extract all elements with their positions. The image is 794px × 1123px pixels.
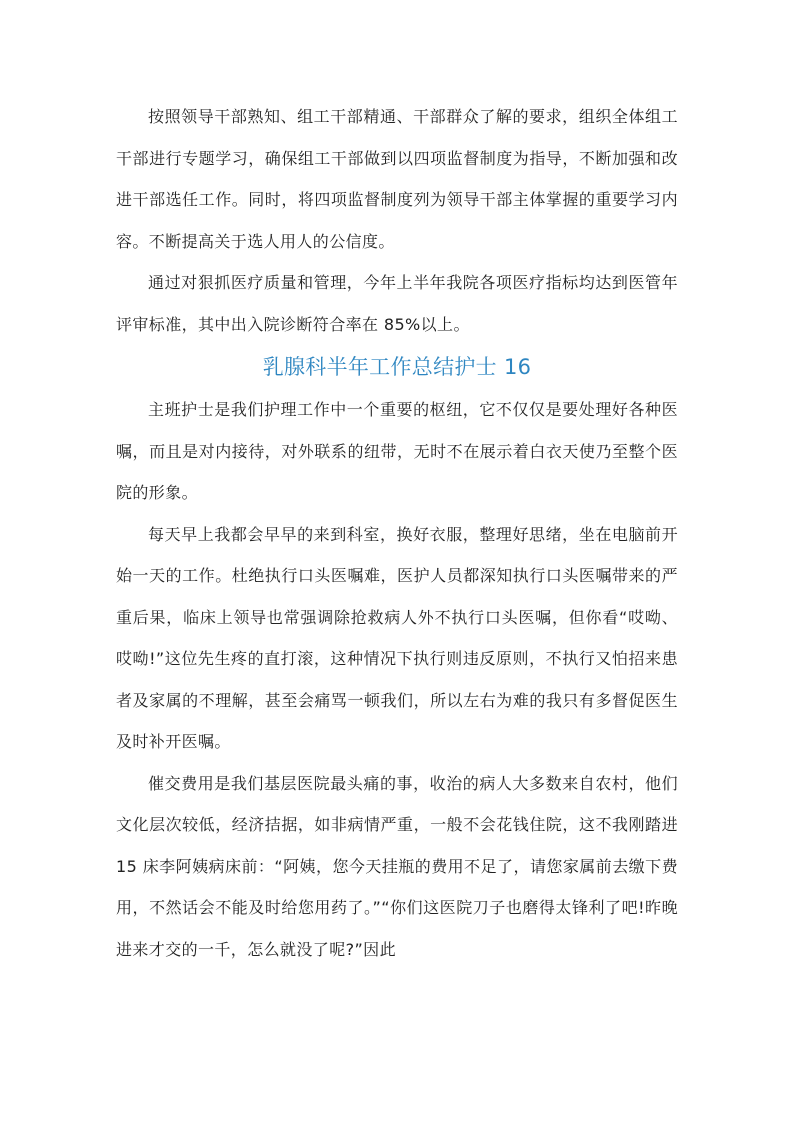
- document-body: [116, 96, 684, 970]
- section-heading: 乳腺科半年工作总结护士 16: [262, 355, 532, 379]
- paragraph: 通过对狠抓医疗质量和管理，今年上半年我院各项医疗指标均达到医管年评审标准，其中出入院诊断符合率在 85%以上。: [116, 273, 678, 334]
- paragraph: 按照领导干部熟知、组工干部精通、干部群众了解的要求，组织全体组工干部进行专题学习，确保组工干部做到以四项监督制度为指导，不断加强和改进干部选任工作。同时，将四项监督制度列为领导干部主体掌握的重要学习内容。不断提高关于选人用人的公信度。: [116, 107, 678, 251]
- paragraph: 催交费用是我们基层医院最头痛的事，收治的病人大多数来自农村，他们文化层次较低，经济拮据，如非病情严重，一般不会花钱住院，这不我刚踏进 15 床李阿姨病床前：“阿姨，您今天挂瓶的费用不足了，请您家属前去缴下费用，不然话会不能及时给您用药了。”“你们这医院刀子也磨得太锋利了吧!昨晚进来才交的一千，怎么就没了呢?”因此: [116, 773, 684, 959]
- paragraph: 每天早上我都会早早的来到科室，换好衣服，整理好思绪，坐在电脑前开始一天的工作。杜绝执行口头医嘱难，医护人员都深知执行口头医嘱带来的严重后果，临床上领导也常强调除抢救病人外不执行口头医嘱，但你看“哎呦、哎呦!”这位先生疼的直打滚，这种情况下执行则违反原则，不执行又怕招来患者及家属的不理解，甚至会痛骂一顿我们，所以左右为难的我只有多督促医生及时补开医嘱。: [116, 524, 678, 751]
- paragraph: 主班护士是我们护理工作中一个重要的枢纽，它不仅仅是要处理好各种医嘱，而且是对内接待，对外联系的纽带，无时不在展示着白衣天使乃至整个医院的形象。: [116, 400, 678, 502]
